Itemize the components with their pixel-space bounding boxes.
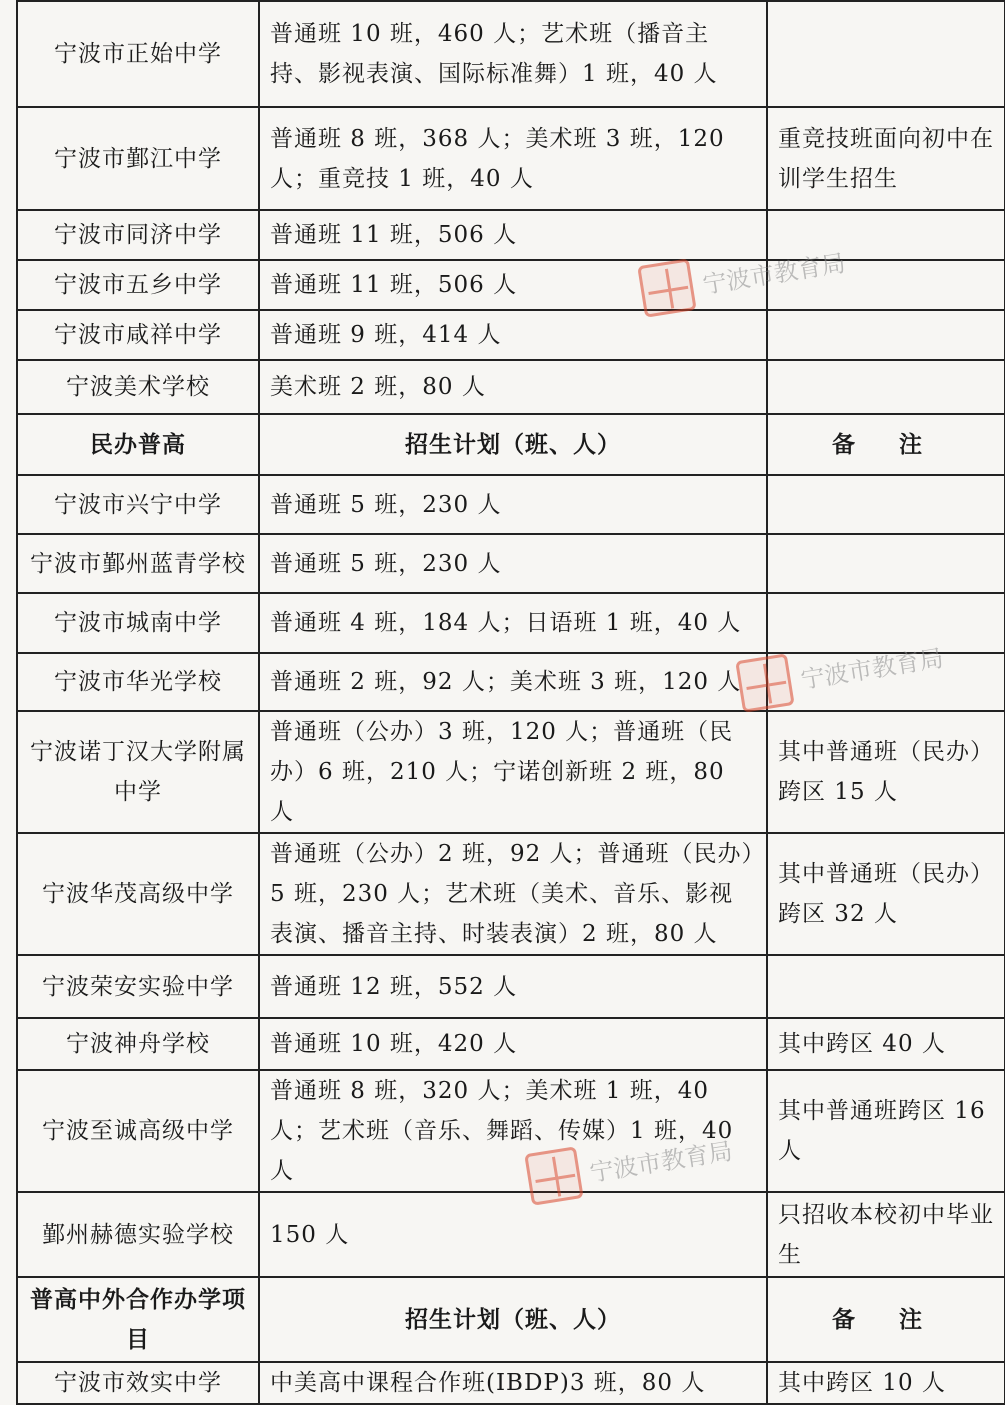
table-row — [17, 711, 1005, 833]
school-name: 宁波市咸祥中学 — [17, 310, 259, 360]
enrollment-plan: 普通班 5 班，230 人 — [259, 534, 767, 593]
remark — [767, 360, 1005, 414]
school-name: 宁波市兴宁中学 — [17, 475, 259, 534]
enrollment-plan: 普通班 8 班，368 人；美术班 3 班，120 人；重竞技 1 班，40 人 — [259, 107, 767, 210]
header-remark: 备 注 — [767, 414, 1005, 475]
enrollment-plan-table — [16, 0, 1005, 1405]
enrollment-plan: 普通班（公办）2 班，92 人；普通班（民办）5 班，230 人；艺术班（美术、音乐、影视表演、播音主持、时装表演）2 班，80 人 — [259, 833, 767, 955]
header-school: 民办普高 — [17, 414, 259, 475]
table-row — [17, 210, 1005, 260]
table-row — [17, 1, 1005, 107]
enrollment-plan: 普通班 10 班，420 人 — [259, 1018, 767, 1070]
remark — [767, 955, 1005, 1018]
table-row — [17, 534, 1005, 593]
school-name: 宁波市效实中学 — [17, 1362, 259, 1404]
table-row — [17, 107, 1005, 210]
remark — [767, 1, 1005, 107]
remark: 其中跨区 10 人 — [767, 1362, 1005, 1404]
table-row — [17, 1070, 1005, 1192]
enrollment-plan: 普通班 9 班，414 人 — [259, 310, 767, 360]
school-name: 宁波市城南中学 — [17, 593, 259, 653]
header-plan: 招生计划（班、人） — [259, 414, 767, 475]
remark — [767, 534, 1005, 593]
header-plan: 招生计划（班、人） — [259, 1277, 767, 1362]
school-name: 宁波市五乡中学 — [17, 260, 259, 310]
enrollment-plan: 普通班 12 班，552 人 — [259, 955, 767, 1018]
table-row — [17, 833, 1005, 955]
watermark-text: 宁波市教育局 — [700, 248, 848, 299]
header-remark: 备 注 — [767, 1277, 1005, 1362]
school-name: 宁波华茂高级中学 — [17, 833, 259, 955]
school-name: 宁波市正始中学 — [17, 1, 259, 107]
school-name: 宁波至诚高级中学 — [17, 1070, 259, 1192]
school-name: 宁波神舟学校 — [17, 1018, 259, 1070]
table-row — [17, 360, 1005, 414]
school-name: 宁波美术学校 — [17, 360, 259, 414]
remark: 重竞技班面向初中在训学生招生 — [767, 107, 1005, 210]
remark: 其中普通班（民办）跨区 15 人 — [767, 711, 1005, 833]
remark: 只招收本校初中毕业生 — [767, 1192, 1005, 1277]
table-row — [17, 260, 1005, 310]
enrollment-plan: 普通班 10 班，460 人；艺术班（播音主持、影视表演、国际标准舞）1 班，40 人 — [259, 1, 767, 107]
school-name: 宁波市同济中学 — [17, 210, 259, 260]
table-row — [17, 1192, 1005, 1277]
enrollment-plan: 普通班 2 班，92 人；美术班 3 班，120 人 — [259, 653, 767, 711]
remark: 其中普通班跨区 16 人 — [767, 1070, 1005, 1192]
remark — [767, 475, 1005, 534]
watermark-text: 宁波市教育局 — [798, 643, 946, 694]
school-name: 鄞州赫德实验学校 — [17, 1192, 259, 1277]
enrollment-plan: 普通班 5 班，230 人 — [259, 475, 767, 534]
enrollment-plan: 中美高中课程合作班(IBDP)3 班，80 人 — [259, 1362, 767, 1404]
enrollment-plan: 普通班 11 班，506 人 — [259, 260, 767, 310]
table-row — [17, 593, 1005, 653]
header-school: 普高中外合作办学项目 — [17, 1277, 259, 1362]
remark — [767, 653, 1005, 711]
enrollment-plan: 普通班 11 班，506 人 — [259, 210, 767, 260]
enrollment-plan: 普通班 8 班，320 人；美术班 1 班，40 人；艺术班（音乐、舞蹈、传媒）1 班，40 人 — [259, 1070, 767, 1192]
remark: 其中普通班（民办）跨区 32 人 — [767, 833, 1005, 955]
enrollment-plan: 普通班 4 班，184 人；日语班 1 班，40 人 — [259, 593, 767, 653]
enrollment-plan: 150 人 — [259, 1192, 767, 1277]
remark — [767, 593, 1005, 653]
school-name: 宁波荣安实验中学 — [17, 955, 259, 1018]
remark — [767, 310, 1005, 360]
enrollment-plan: 美术班 2 班，80 人 — [259, 360, 767, 414]
section-header-private — [17, 414, 1005, 475]
remark: 其中跨区 40 人 — [767, 1018, 1005, 1070]
school-name: 宁波市鄞州蓝青学校 — [17, 534, 259, 593]
remark — [767, 260, 1005, 310]
table-row — [17, 1018, 1005, 1070]
school-name: 宁波市华光学校 — [17, 653, 259, 711]
table-row — [17, 1362, 1005, 1404]
remark — [767, 210, 1005, 260]
table-row — [17, 653, 1005, 711]
enrollment-plan: 普通班（公办）3 班，120 人；普通班（民办）6 班，210 人；宁诺创新班 2 班，80 人 — [259, 711, 767, 833]
table-row — [17, 310, 1005, 360]
school-name: 宁波诺丁汉大学附属中学 — [17, 711, 259, 833]
table-row — [17, 955, 1005, 1018]
school-name: 宁波市鄞江中学 — [17, 107, 259, 210]
watermark-text: 宁波市教育局 — [587, 1136, 735, 1187]
table-row — [17, 475, 1005, 534]
